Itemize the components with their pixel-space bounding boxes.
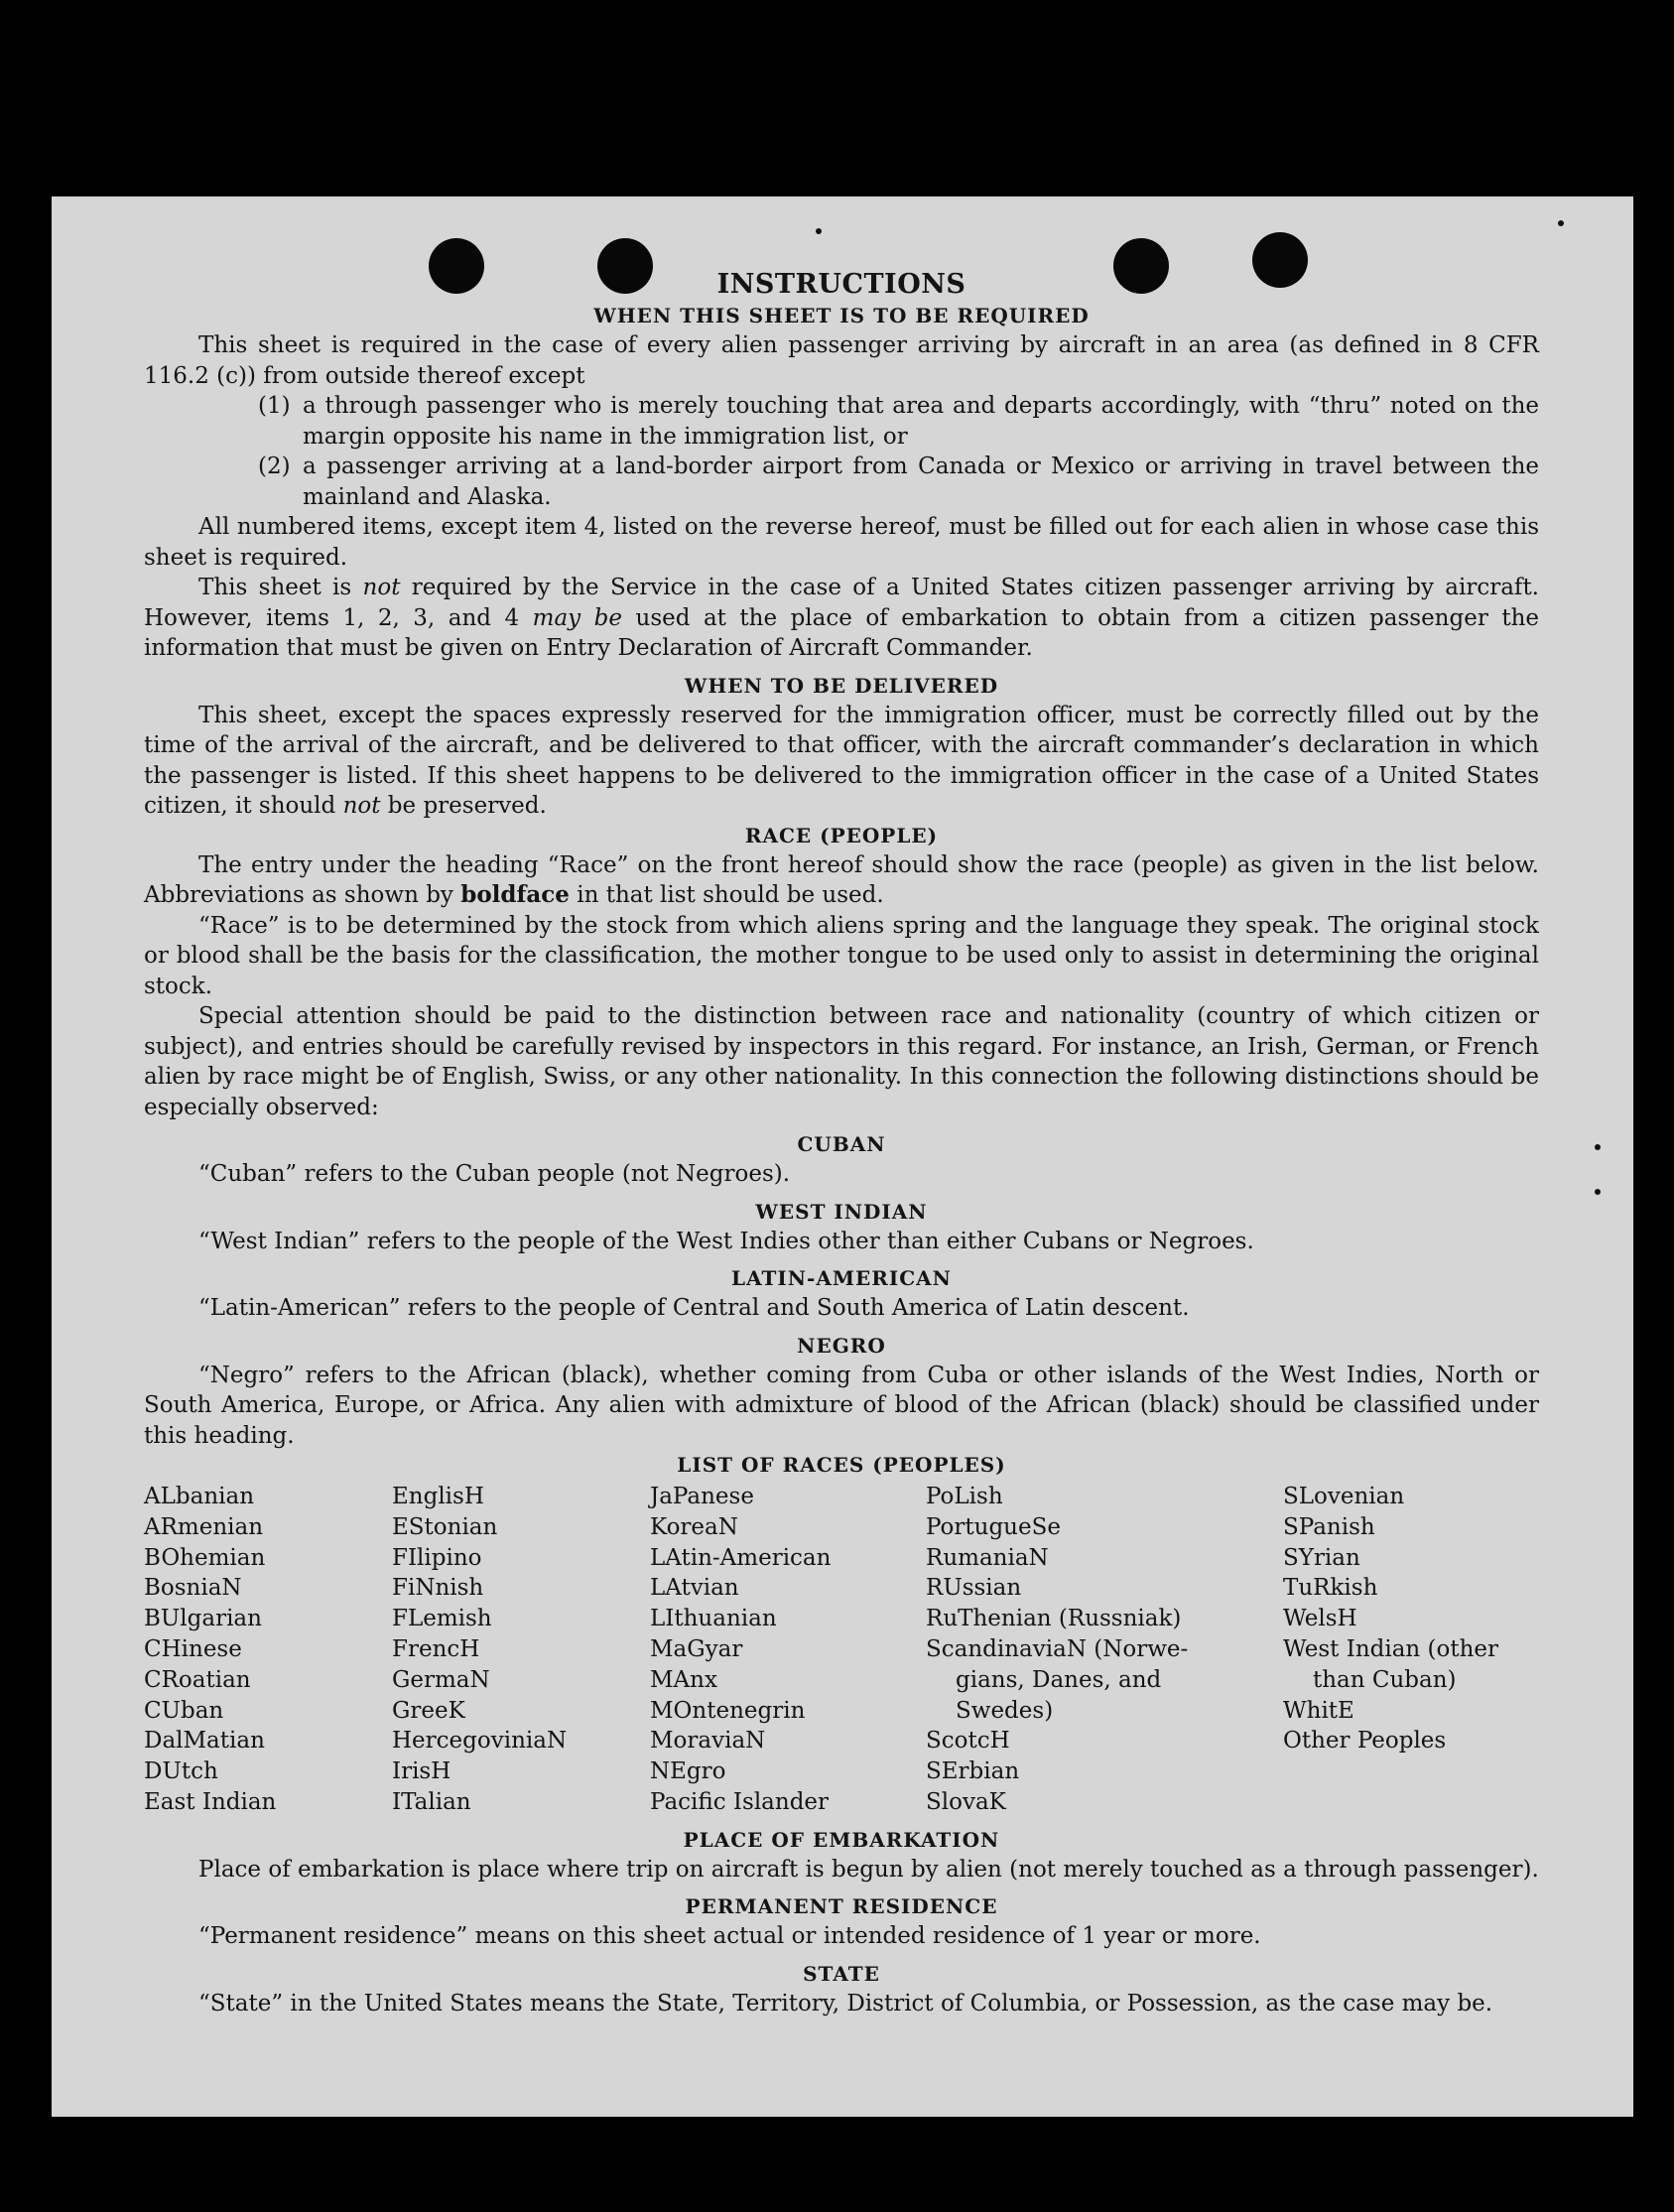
paragraph: Place of embarkation is place where trip on aircraft is begun by alien (not merely touched as a through passenger). xyxy=(198,1856,1539,1883)
race-item: FiNnish xyxy=(392,1575,484,1602)
race-item: ALbanian xyxy=(144,1484,255,1509)
heading-negro: NEGRO xyxy=(797,1333,886,1358)
paragraph: “Latin-American” refers to the people of Central and South America of Latin descent. xyxy=(198,1295,1190,1321)
paragraph: “State” in the United States means the State, Territory, District of Columbia, or Possession, as the case may be. xyxy=(198,1990,1493,2017)
race-item: CUban xyxy=(144,1697,224,1724)
race-item: Pacific Islander xyxy=(650,1788,830,1815)
race-item: SErbian xyxy=(926,1758,1020,1785)
text-run: in that list should be used. xyxy=(569,882,884,908)
instructions-content xyxy=(144,268,1539,2018)
heading-when-required: WHEN THIS SHEET IS TO BE REQUIRED xyxy=(593,304,1090,327)
race-item: ITalian xyxy=(392,1788,471,1815)
race-item: FIlipino xyxy=(392,1544,482,1571)
paragraph: All numbered items, except item 4, listed on the reverse hereof, must be filled out for each alien in whose case this sheet is required. xyxy=(144,514,1539,571)
italic-text: may be xyxy=(532,604,622,631)
exception-number: (2) xyxy=(258,454,291,479)
speck-mark xyxy=(1558,220,1564,226)
paragraph xyxy=(144,850,1539,911)
race-item: DalMatian xyxy=(144,1728,265,1755)
race-item: SYrian xyxy=(1283,1544,1360,1571)
paragraph xyxy=(144,701,1539,822)
race-item: GermaN xyxy=(392,1666,490,1693)
race-item: FrencH xyxy=(392,1635,480,1662)
race-item: EnglisH xyxy=(392,1484,484,1509)
race-item: CRoatian xyxy=(144,1666,251,1693)
race-item: SlovaK xyxy=(926,1788,1006,1815)
paragraph: “Cuban” refers to the Cuban people (not Negroes). xyxy=(198,1161,791,1187)
race-item: GreeK xyxy=(392,1697,465,1724)
paragraph: “Negro” refers to the African (black), whether coming from Cuba or other islands of the West Indies, North or South America, Europe, or Africa. Any alien with admixture of blood of the African (black) should be classified under this heading. xyxy=(144,1362,1539,1449)
race-item: SPanish xyxy=(1283,1513,1375,1540)
race-item: BUlgarian xyxy=(144,1606,262,1632)
heading-residence: PERMANENT RESIDENCE xyxy=(685,1894,998,1919)
speck-mark xyxy=(816,228,822,234)
race-item: SLovenian xyxy=(1283,1484,1405,1509)
race-item: TuRkish xyxy=(1283,1575,1378,1602)
race-item: PoLish xyxy=(926,1484,1003,1509)
heading-west-indian: WEST INDIAN xyxy=(755,1199,928,1224)
document-sheet xyxy=(52,196,1633,2117)
paragraph: “Race” is to be determined by the stock from which aliens spring and the language they speak. The original stock or blood shall be the basis for the classification, the mother tongue to be used only to assist in determining the original stock. xyxy=(144,912,1539,999)
races-column xyxy=(926,1482,1283,1818)
exception-number: (1) xyxy=(258,393,291,419)
race-item: CHinese xyxy=(144,1635,242,1662)
race-item: ScandinaviaN (Norwe- xyxy=(926,1635,1189,1662)
races-list xyxy=(144,1482,1539,1818)
paragraph: “Permanent residence” means on this sheet actual or intended residence of 1 year or more. xyxy=(198,1923,1261,1950)
race-item: WelsH xyxy=(1283,1606,1357,1632)
italic-text: not xyxy=(362,575,401,600)
race-item: MOntenegrin xyxy=(650,1697,806,1724)
paragraph xyxy=(144,573,1539,664)
race-item: FLemish xyxy=(392,1606,492,1632)
race-item: than Cuban) xyxy=(1313,1666,1457,1693)
page-title: INSTRUCTIONS xyxy=(716,269,966,300)
race-item: EStonian xyxy=(392,1513,498,1540)
heading-race: RACE (PEOPLE) xyxy=(744,823,939,847)
race-item: WhitE xyxy=(1283,1697,1354,1724)
bold-text: boldface xyxy=(460,881,570,908)
text-run: be preserved. xyxy=(380,793,547,819)
heading-when-delivered: WHEN TO BE DELIVERED xyxy=(684,673,999,698)
race-item: RUssian xyxy=(926,1575,1022,1602)
paragraph: “West Indian” refers to the people of the West Indies other than either Cubans or Negroes. xyxy=(198,1228,1254,1254)
races-column xyxy=(1283,1482,1539,1818)
text-run: used at the place of embarkation to obtain from a citizen passenger the information that must be given on Entry Declaration of Aircraft Commander. xyxy=(144,604,1539,661)
text-run: required by the Service in the case of a United States citizen passenger arriving by aircraft. However, items 1, 2, 3, and 4 xyxy=(144,575,1539,631)
exception-item xyxy=(258,391,1539,452)
speck-mark xyxy=(1595,1189,1601,1195)
exception-text: a through passenger who is merely touching that area and departs accordingly, with “thru” noted on the margin opposite his name in the immigration list, or xyxy=(303,393,1539,450)
race-item: KoreaN xyxy=(650,1513,738,1540)
race-item: East Indian xyxy=(144,1788,277,1815)
race-item: ARmenian xyxy=(144,1513,264,1540)
race-item: Swedes) xyxy=(956,1697,1054,1724)
race-item: BosniaN xyxy=(144,1575,242,1602)
text-run: The entry under the heading “Race” on the front hereof should show the race (people) as given in the list below. Abbreviations as shown by xyxy=(144,851,1539,908)
race-item: MaGyar xyxy=(650,1635,743,1662)
race-item: LIthuanian xyxy=(650,1606,777,1632)
race-item: DUtch xyxy=(144,1758,218,1785)
paragraph: Special attention should be paid to the distinction between race and nationality (country of which citizen or subject), and entries should be carefully revised by inspectors in this regard. For instance, an Irish, German, or French alien by race might be of English, Swiss, or any other nationality. In this connection the following distinctions should be especially observed: xyxy=(144,1003,1539,1120)
race-item: LAtin-American xyxy=(650,1544,832,1571)
text-run: This sheet is xyxy=(198,575,363,600)
races-column xyxy=(144,1482,392,1818)
race-item: BOhemian xyxy=(144,1544,266,1571)
heading-list-of-races: LIST OF RACES (PEOPLES) xyxy=(677,1453,1006,1477)
races-column xyxy=(650,1482,926,1818)
heading-state: STATE xyxy=(803,1961,880,1986)
speck-mark xyxy=(1595,1144,1601,1150)
race-item: ScotcH xyxy=(926,1728,1010,1755)
exceptions-list xyxy=(144,391,1539,512)
race-item: West Indian (other xyxy=(1283,1635,1499,1662)
race-item: LAtvian xyxy=(650,1575,739,1602)
exception-item xyxy=(258,452,1539,512)
race-item: RumaniaN xyxy=(926,1544,1049,1571)
heading-embarkation: PLACE OF EMBARKATION xyxy=(683,1827,1000,1852)
exception-text: a passenger arriving at a land-border airport from Canada or Mexico or arriving in travel between the mainland and Alaska. xyxy=(303,454,1539,510)
race-item: PortugueSe xyxy=(926,1513,1061,1540)
race-item: RuThenian (Russniak) xyxy=(926,1606,1182,1632)
race-item: JaPanese xyxy=(650,1484,754,1509)
race-item: MAnx xyxy=(650,1666,717,1693)
race-item: NEgro xyxy=(650,1758,726,1785)
italic-text: not xyxy=(342,793,381,819)
race-item: Other Peoples xyxy=(1283,1728,1447,1755)
race-item: HercegoviniaN xyxy=(392,1728,568,1755)
race-item: MoraviaN xyxy=(650,1728,766,1755)
race-item: gians, Danes, and xyxy=(956,1666,1162,1693)
heading-latin-american: LATIN-AMERICAN xyxy=(731,1266,952,1290)
race-item: IrisH xyxy=(392,1758,451,1785)
paragraph: This sheet is required in the case of every alien passenger arriving by aircraft in an area (as defined in 8 CFR 116.2 (c)) from outside thereof except xyxy=(144,332,1539,389)
text-run: This sheet, except the spaces expressly reserved for the immigration officer, must be correctly filled out by the time of the arrival of the aircraft, and be delivered to that officer, with the aircraft commander’s declaration in which the passenger is listed. If this sheet happens to be delivered to the immigration officer in the case of a United States citizen, it should xyxy=(144,702,1539,819)
races-column xyxy=(392,1482,650,1818)
heading-cuban: CUBAN xyxy=(797,1132,886,1156)
